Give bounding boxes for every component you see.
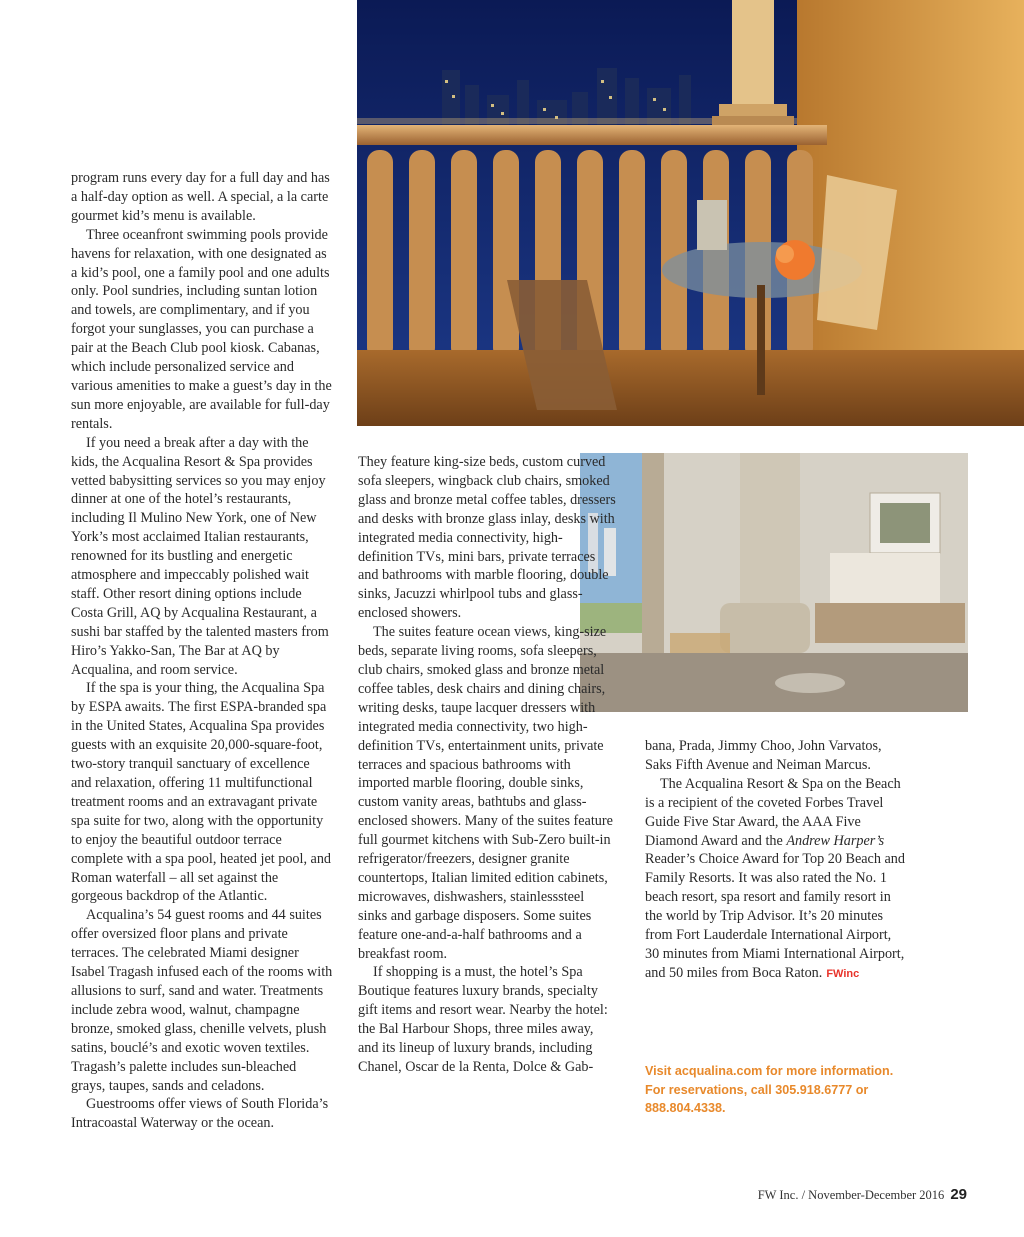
paragraph: If the spa is your thing, the Acqualina Spa by ESPA awaits. The first ESPA-branded spa in the United States, Acqualina Spa provides guests with an exquisite 20,000-square-foot, two-story tranquil sanctuary of excellence and relaxation, offering 11 multifunctional treatment rooms and an extravagant private spa suite for two, along with the opportunity to enjoy the beautiful outdoor terrace complete with a spa pool, heated jet pool, and Roman waterfall – all set against the gorgeous backdrop of the Atlantic. [71,680,332,905]
paragraph: program runs every day for a full day and has a half-day option as well. A special, a la carte gourmet kid’s menu is available. [71,170,330,224]
paragraph: Three oceanfront swimming pools provide havens for relaxation, with one designated as a kid’s pool, one a family pool and one adults only. Pool sundries, including suntan lotion and towels, are complimentary, and if you forgot your sunglasses, you can purchase a pair at the Beach Club pool kiosk. Cabanas, which include personalized service and various amenities to make a guest’s day in the sun more enjoyable, are available for full-day rentals. [71,226,332,432]
paragraph: bana, Prada, Jimmy Choo, John Varvatos, Saks Fifth Avenue and Neiman Marcus. [645,738,882,773]
paragraph: Guestrooms offer views of South Florida’s Intracoastal Waterway or the ocean. [71,1096,329,1132]
paragraph: Acqualina’s 54 guest rooms and 44 suites offer oversized floor plans and private terraces. The celebrated Miami designer Isabel Tragash infused each of the rooms with allusions to surf, sand and water. Treatments include zebra wood, walnut, champagne bronze, smoked glass, chenille velvets, plush satins, bouclé’s and exotic woven textiles. Tragash’s palette includes sun-bleached grays, taupes, sands and celadons. [71,907,333,1094]
article-column-1 [71,169,333,1133]
fwinc-end-mark: FWinc [826,967,860,980]
info-line: 888.804.4338. [645,1101,726,1116]
info-box [645,1062,925,1118]
info-line: Visit acqualina.com for more information. [645,1064,894,1078]
balcony-night-photo [357,0,1024,426]
italic-title: Andrew Harper’s [786,832,885,849]
paragraph: If shopping is a must, the hotel’s Spa Boutique features luxury brands, specialty gift items and resort wear. Nearby the hotel: the Bal Harbour Shops, three miles away, and its lineup of luxury brands, including Chanel, Oscar de la Renta, Dolce & Gab- [358,964,608,1075]
page-footer [758,1186,967,1203]
publication-name: FW Inc. / November-December 2016 [757,1188,945,1202]
hotel-suite-photo [580,453,968,712]
info-line: For reservations, call 305.918.6777 or [645,1082,869,1097]
paragraph: The suites feature ocean views, king-size beds, separate living rooms, sofa sleepers, club chairs, smoked glass and bronze metal coffee tables, desk chairs and dining chairs, writing desks, taupe lacquer dressers with integrated media connectivity, two high-definition TVs, entertainment units, private terraces and spacious bathrooms with imported marble flooring, double sinks, custom vanity areas, bathtubs and glass-enclosed showers. Many of the suites feature full gourmet kitchens with Sub-Zero built-in refrigerator/freezers, designer granite countertops, Italian limited edition cabinets, microwaves, dishwashers, stainlesssteel sinks and garbage disposers. Some suites feature one-and-a-half bathrooms and a breakfast room. [358,624,613,962]
page-number: 29 [950,1186,967,1203]
paragraph: If you need a break after a day with the kids, the Acqualina Resort & Spa provides vetted babysitting services so you may enjoy dinner at one of the hotel’s restaurants, including Il Mulino New York, one of New York’s most acclaimed Italian restaurants, renowned for its bustling and energetic atmosphere and impeccably polished wait staff. Other resort dining options include Costa Grill, AQ by Acqualina Restaurant, a sushi bar staffed by the talented masters from Hiro’s Yakko-San, The Bar at AQ by Acqualina, and room service. [71,434,329,678]
paragraph: They feature king-size beds, custom curved sofa sleepers, wingback club chairs, smoked glass and bronze metal coffee tables, dressers and desks with bronze glass inlay, desks with integrated media connectivity, high-definition TVs, mini bars, private terraces and bathrooms with marble flooring, double sinks, Jacuzzi whirlpool tubs and glass-enclosed showers. [358,454,616,622]
paragraph [645,775,907,984]
text-run: Reader’s Choice Award for Top 20 Beach and Family Resorts. It was also rated the No. 1 beach resort, spa resort and family resort in the world by Trip Advisor. It’s 20 minutes from Fort Lauderdale International Airport, 30 minutes from Miami International Airport, and 50 miles from Boca Raton. [645,851,905,981]
text-run: The Acqualina Resort & Spa on the Beach is a recipient of the coveted Forbes Travel Guide Five Star Award, the AAA Five Diamond Award and the [645,775,901,849]
article-column-3 [645,737,907,984]
article-column-2 [358,453,616,1077]
